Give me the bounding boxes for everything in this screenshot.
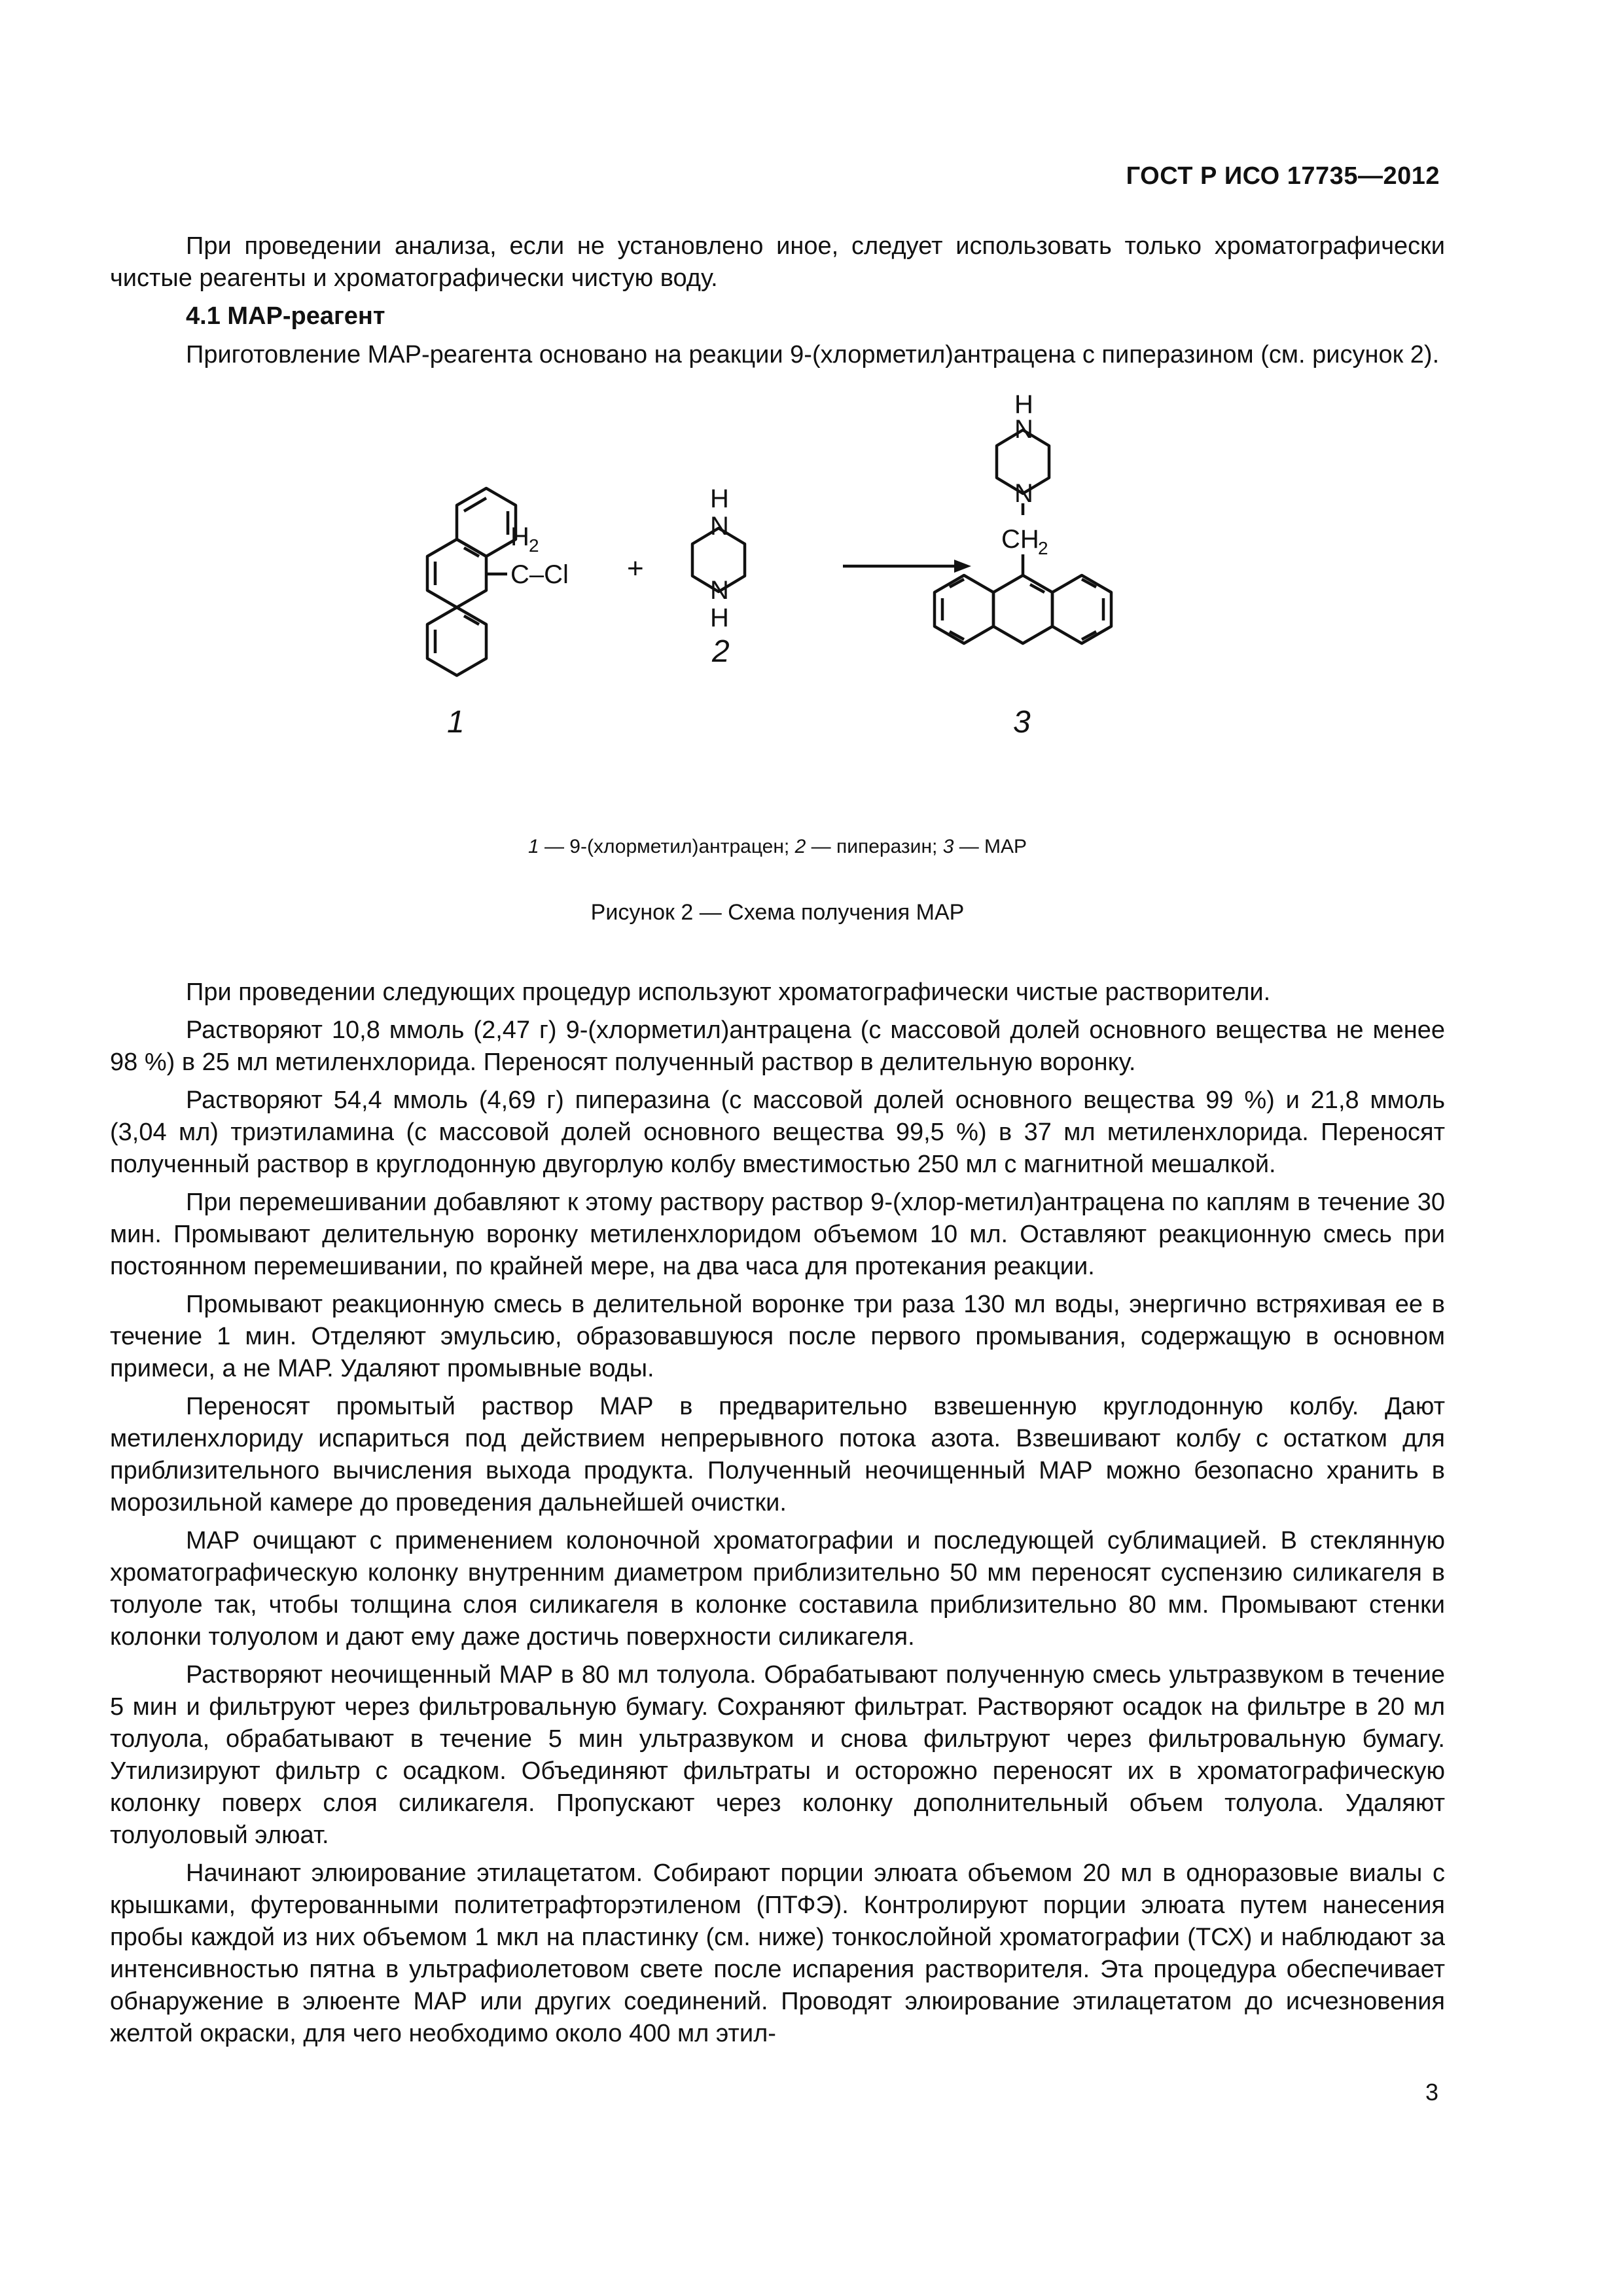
page-number: 3 <box>1425 2079 1438 2106</box>
map-n-bottom: N <box>1014 479 1033 508</box>
legend-num-2: 2 <box>794 836 806 857</box>
body-paragraph: При перемешивании добавляют к этому раствору раствор 9-(хлор-метил)антрацена по каплям в течение 30 мин. Промывают делительную воронку метиленхлоридом объемом 10 мл. Оставляют реакционную смесь при постоянном перемешивании, по крайней мере, на два часа для протекания реакции. <box>110 1189 1445 1280</box>
document-body <box>110 230 1445 2056</box>
plus-sign: + <box>627 552 644 584</box>
legend-num-3: 3 <box>942 836 954 857</box>
piperazine-n-bottom: N <box>710 576 729 605</box>
figure-caption: Рисунок 2 — Схема получения МАР <box>590 900 965 925</box>
piperazine-h-top: H <box>710 484 729 513</box>
reaction-arrow-head <box>954 560 971 573</box>
map-n-top: N <box>1014 415 1033 444</box>
map-h-top: H <box>1014 390 1033 419</box>
body-paragraph: Начинают элюирование этилацетатом. Собирают порции элюата объемом 20 мл в одноразовые виалы с крышками, футерованными политетрафторэтиленом (ПТФЭ). Контролируют порции элюата путем нанесения пробы каждой из них объемом 1 мкл на пластинку (см. ниже) тонкослойной хроматографии (ТСХ) и наблюдают за интенсивностью пятна в ультрафиолетовом свете после испарения растворителя. Эта процедура обеспечивает обнаружение в элюенте МАР или других соединений. Проводят элюирование этилацетатом до исчезновения желтой окраски, для чего необходимо около 400 мл этил- <box>110 1859 1445 2047</box>
intro-paragraph: При проведении анализа, если не установлено иное, следует использовать только хроматографически чистые реагенты и хроматографически чистую воду. <box>110 232 1445 292</box>
legend-num-1: 1 <box>527 836 539 857</box>
chloromethylanthracene-structure <box>427 488 516 675</box>
body-paragraph: Растворяют 10,8 ммоль (2,47 г) 9-(хлорметил)антрацена (с массовой долей основного вещества не менее 98 %) в 25 мл метиленхлорида. Переносят полученный раствор в делительную воронку. <box>110 1016 1445 1076</box>
document-standard-header: ГОСТ Р ИСО 17735—2012 <box>1126 162 1440 190</box>
body-paragraph: Растворяют неочищенный МАР в 80 мл толуола. Обрабатывают полученную смесь ультразвуком в течение 5 мин и фильтруют через фильтровальную бумагу. Сохраняют фильтрат. Растворяют осадок на фильтре в 20 мл толуола, обрабатывают в течение 5 мин ультразвуком и снова фильтруют через фильтровальную бумагу. Утилизируют фильтр с осадком. Объединяют фильтраты и осторожно переносят их в хроматографическую колонку поверх слоя силикагеля. Пропускают через колонку дополнительный объем толуола. Удаляют толуоловый элюат. <box>110 1661 1445 1849</box>
body-paragraph: При проведении следующих процедур используют хроматографически чистые растворители. <box>186 978 1271 1006</box>
reaction-scheme-diagram <box>110 384 1445 816</box>
ch2-h-label: H <box>510 522 529 551</box>
body-paragraph: Растворяют 54,4 ммоль (4,69 г) пиперазина (с массовой долей основного вещества 99 %) и 21,8 ммоль (3,04 мл) триэтиламина (с массовой долей основного вещества 99,5 %) в 37 мл метиленхлорида. Переносят полученный раствор в круглодонную двугорлую колбу вместимостью 250 мл с магнитной мешалкой. <box>110 1086 1445 1178</box>
map-ch2-sub: 2 <box>1038 538 1048 558</box>
compound-1-number: 1 <box>447 705 465 740</box>
body-paragraph: МАР очищают с применением колоночной хроматографии и последующей сублимацией. В стеклянную хроматографическую колонку внутренним диаметром приблизительно 50 мм переносят суспензию силикагеля в толуоле так, чтобы толщина слоя силикагеля в колонке составила приблизительно 80 мм. Промывают стенки колонки толуолом и дают ему даже достичь поверхности силикагеля. <box>110 1527 1445 1651</box>
body-paragraph: Промывают реакционную смесь в делительной воронке три раза 130 мл воды, энергично встряхивая ее в течение 1 мин. Отделяют эмульсию, образовавшуюся после первого промывания, содержащую в основном примеси, а не МАР. Удаляют промывные воды. <box>110 1291 1445 1382</box>
c-cl-label: C–Cl <box>510 560 569 589</box>
compound-2-number: 2 <box>712 634 730 669</box>
legend-text-2: — пиперазин; <box>806 836 943 857</box>
map-ch2-label: CH <box>1001 525 1039 554</box>
ch2-sub-label: 2 <box>529 535 539 556</box>
compound-3-number: 3 <box>1013 705 1031 740</box>
legend-text-1: — 9-(хлорметил)антрацен; <box>539 836 795 857</box>
section-intro-paragraph: Приготовление МАР-реагента основано на реакции 9-(хлорметил)антрацена с пиперазином (см. рисунок 2). <box>186 341 1440 368</box>
reaction-scheme-figure <box>110 384 1445 816</box>
figure-legend <box>110 834 1445 859</box>
piperazine-n-top: N <box>710 512 729 541</box>
section-heading: 4.1 МАР-реагент <box>186 302 385 330</box>
legend-text-3: — МАР <box>954 836 1027 857</box>
body-paragraph: Переносят промытый раствор МАР в предварительно взвешенную круглодонную колбу. Дают метиленхлориду испариться под действием непрерывного потока азота. Взвешивают колбу с остатком для приблизительного вычисления выхода продукта. Полученный неочищенный МАР можно безопасно хранить в морозильной камере до проведения дальнейшей очистки. <box>110 1393 1445 1516</box>
piperazine-h-bottom: H <box>710 603 729 632</box>
